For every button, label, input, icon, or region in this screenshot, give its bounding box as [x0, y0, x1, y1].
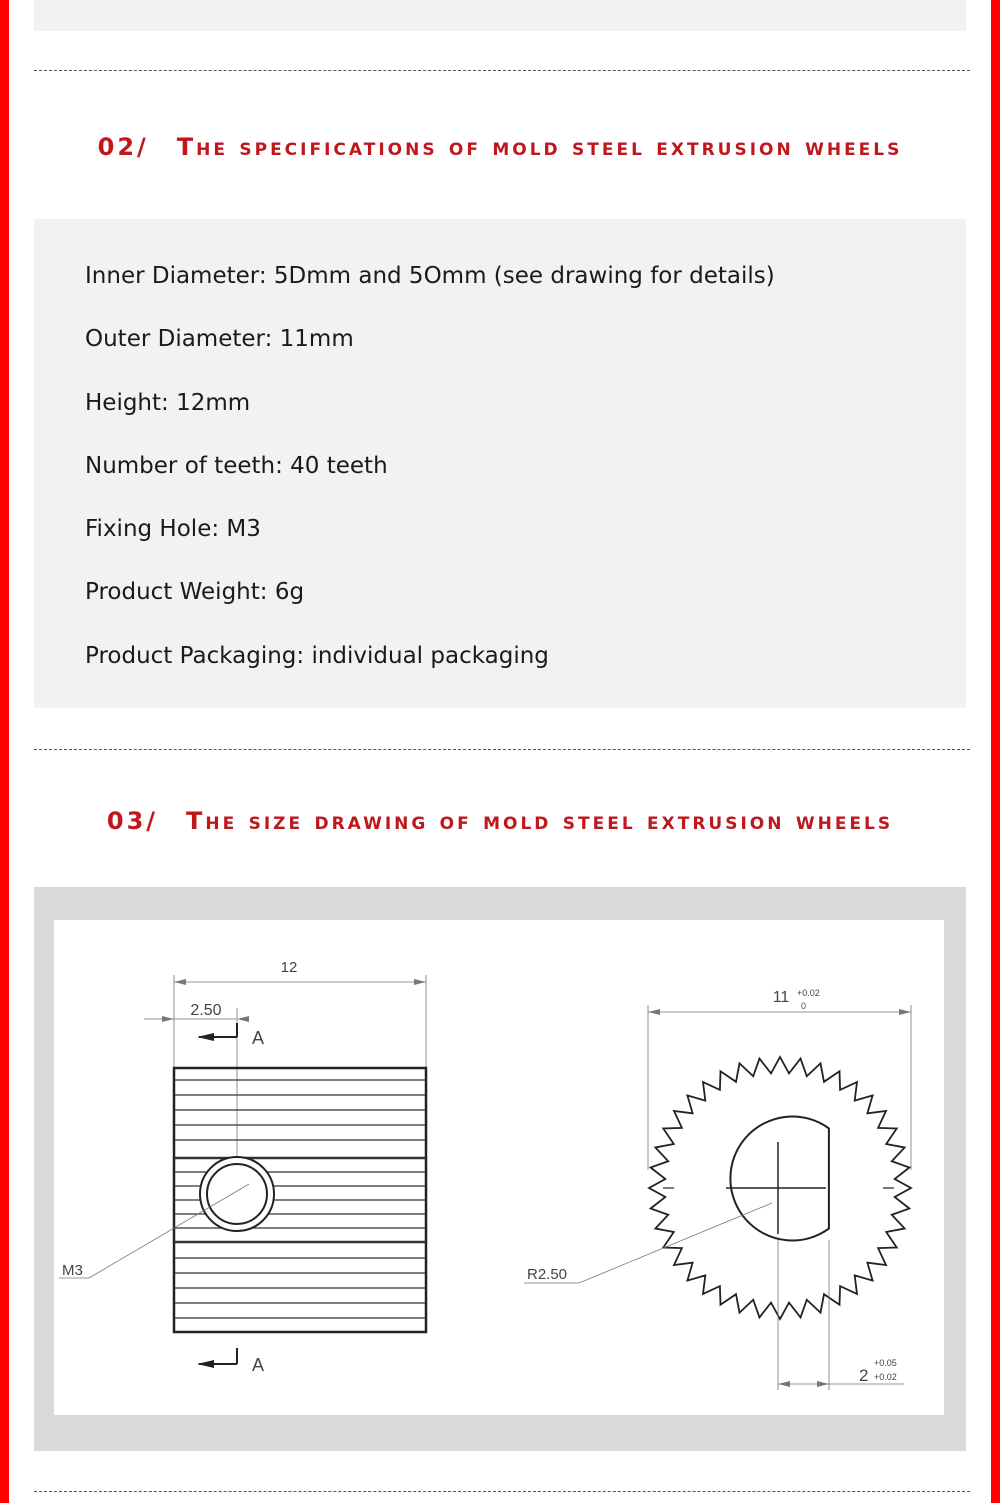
right-red-border: [991, 0, 1000, 1503]
technical-drawing-svg: [54, 920, 944, 1415]
section-heading-drawing: [0, 806, 1000, 836]
section-divider-2: [34, 749, 970, 750]
flat-tolerance-lower: +0.02: [874, 1372, 897, 1382]
radius-label: R2.50: [527, 1266, 568, 1283]
hole-label: M3: [62, 1262, 83, 1279]
section-number: 02/: [97, 133, 149, 161]
size-drawing-frame: [34, 887, 966, 1451]
width-dimension: 12: [280, 959, 298, 976]
section-divider-3: [34, 1491, 970, 1492]
spec-weight: Product Weight: 6g: [85, 579, 305, 605]
spec-height: Height: 12mm: [85, 390, 251, 416]
section-mark-top: A: [252, 1028, 265, 1048]
previous-section-panel: [34, 0, 966, 31]
side-view: [59, 975, 426, 1368]
spec-fixing-hole: Fixing Hole: M3: [85, 516, 261, 542]
section-title: The specifications of mold steel extrusion wheels: [176, 133, 903, 161]
section-divider-1: [34, 70, 970, 71]
specifications-panel: [34, 219, 966, 708]
section-number: 03/: [106, 807, 159, 835]
flat-tolerance-upper: +0.05: [874, 1358, 897, 1368]
spec-packaging: Product Packaging: individual packaging: [85, 643, 549, 669]
spec-inner-diameter: Inner Diameter: 5Dmm and 5Omm (see drawing for details): [85, 263, 775, 289]
left-red-border: [0, 0, 9, 1503]
diameter-tolerance-lower: 0: [801, 1001, 807, 1011]
spec-outer-diameter: Outer Diameter: 11mm: [85, 326, 354, 352]
section-title: The size drawing of mold steel extrusion wheels: [186, 807, 894, 835]
diameter-dimension: 11: [772, 989, 790, 1006]
section-mark-bottom: A: [252, 1355, 265, 1375]
diameter-tolerance-upper: +0.02: [797, 988, 820, 998]
offset-dimension: 2.50: [190, 1002, 222, 1019]
spec-teeth: Number of teeth: 40 teeth: [85, 453, 388, 479]
flat-dimension: 2: [859, 1366, 869, 1385]
size-drawing: [54, 920, 944, 1415]
section-heading-specifications: [0, 132, 1000, 162]
front-view: [524, 1005, 911, 1390]
